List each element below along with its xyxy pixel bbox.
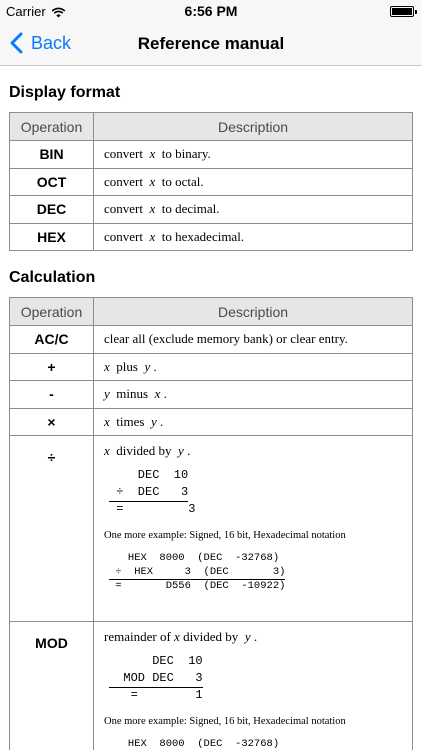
operation-minus: - [10, 381, 94, 409]
status-bar [0, 0, 422, 22]
table-header-row [10, 298, 413, 326]
operation-divide: ÷ [10, 436, 94, 622]
table-row [10, 223, 413, 251]
description-cell [94, 408, 413, 436]
calculation-example [109, 653, 412, 704]
table-row [10, 622, 413, 750]
calc-line-underlined: MOD DEC 3 [109, 670, 203, 688]
table-row [10, 326, 413, 354]
description-cell [94, 223, 413, 251]
battery-fill [392, 8, 412, 15]
description-text: to octal. [161, 173, 204, 189]
section-heading-display-format: Display format [9, 84, 121, 101]
description-line [104, 629, 412, 645]
calc-line: HEX 8000 (DEC -32768) [109, 552, 280, 564]
calculation-example-hex [109, 551, 412, 593]
calculation-example [109, 467, 412, 518]
description-text: clear all (exclude memory bank) or clear entry. [94, 326, 413, 354]
table-row [10, 141, 413, 169]
variable: x [154, 386, 161, 402]
description-text: divided by [116, 443, 172, 458]
variable: y [144, 358, 151, 374]
table-row [10, 168, 413, 196]
description-text: . [187, 443, 191, 458]
description-text: convert [104, 173, 143, 189]
calc-line [109, 484, 412, 501]
operation-mod: MOD [10, 622, 94, 750]
calc-line: DEC 10 [109, 654, 203, 668]
description-text: convert [104, 146, 143, 162]
column-header-description: Description [94, 113, 413, 141]
variable: x [149, 146, 156, 162]
page-title: Reference manual [137, 34, 285, 53]
description-text: divided by [183, 629, 239, 644]
calc-line [109, 670, 412, 687]
example-note: One more example: Signed, 16 bit, Hexadecimal notation [104, 530, 346, 541]
variable: y [178, 443, 184, 458]
description-cell [94, 353, 413, 381]
navigation-bar [0, 22, 422, 66]
variable: x [149, 228, 156, 244]
description-text: . [159, 413, 164, 429]
table-row [10, 196, 413, 224]
description-text: minus [116, 386, 149, 402]
calc-line: DEC 10 [109, 468, 189, 482]
calc-line-underlined: ÷ DEC 3 [109, 484, 188, 502]
variable: y [104, 386, 110, 402]
description-cell [94, 196, 413, 224]
calc-line-underlined: ÷ HEX 3 (DEC 3) [109, 566, 286, 578]
calc-line: = 1 [109, 688, 203, 702]
description-text: convert [104, 228, 143, 244]
description-text: . [153, 358, 157, 374]
section-heading-calculation: Calculation [9, 269, 96, 286]
variable: x [104, 443, 110, 458]
description-cell [94, 436, 413, 622]
description-text: to binary. [161, 146, 211, 162]
operation-ac-c: AC/C [10, 326, 94, 354]
description-text: to decimal. [161, 201, 220, 217]
table-row [10, 436, 413, 622]
display-format-table [9, 112, 413, 251]
description-text: convert [104, 201, 143, 217]
table-row [10, 408, 413, 436]
description-cell [94, 168, 413, 196]
operation-dec: DEC [10, 196, 94, 224]
calc-line: HEX 8000 (DEC -32768) [109, 738, 280, 750]
operation-times: × [10, 408, 94, 436]
calculation-table [9, 297, 413, 750]
description-text: . [163, 386, 167, 402]
table-row [10, 353, 413, 381]
description-text: to hexadecimal. [161, 228, 245, 244]
variable: x [149, 201, 156, 217]
variable: y [150, 413, 157, 429]
description-cell [94, 622, 413, 750]
table-row [10, 381, 413, 409]
variable: x [104, 413, 110, 429]
description-text: times [116, 413, 145, 429]
reference-content[interactable] [0, 67, 422, 750]
column-header-operation: Operation [10, 113, 94, 141]
operation-plus: + [10, 353, 94, 381]
description-cell [94, 141, 413, 169]
calc-line: = 3 [109, 502, 196, 516]
operation-hex: HEX [10, 223, 94, 251]
calc-line: = D556 (DEC -10922) [109, 580, 286, 592]
operation-bin: BIN [10, 141, 94, 169]
back-button-label: Back [31, 32, 72, 53]
column-header-description: Description [94, 298, 413, 326]
calc-line [109, 565, 412, 579]
description-text: remainder of [104, 629, 171, 644]
status-time: 6:56 PM [184, 3, 238, 19]
description-cell [94, 381, 413, 409]
table-header-row [10, 113, 413, 141]
column-header-operation: Operation [10, 298, 94, 326]
operation-oct: OCT [10, 168, 94, 196]
description-text: plus [116, 358, 138, 374]
variable: x [174, 629, 180, 644]
battery-icon [390, 6, 414, 17]
variable: x [149, 173, 156, 189]
variable: x [104, 358, 110, 374]
description-line [104, 443, 412, 459]
calculation-example-hex [109, 737, 412, 750]
description-text: . [253, 629, 258, 644]
carrier-label: Carrier [6, 4, 46, 19]
variable: y [244, 629, 251, 644]
example-note: One more example: Signed, 16 bit, Hexadecimal notation [104, 716, 346, 727]
